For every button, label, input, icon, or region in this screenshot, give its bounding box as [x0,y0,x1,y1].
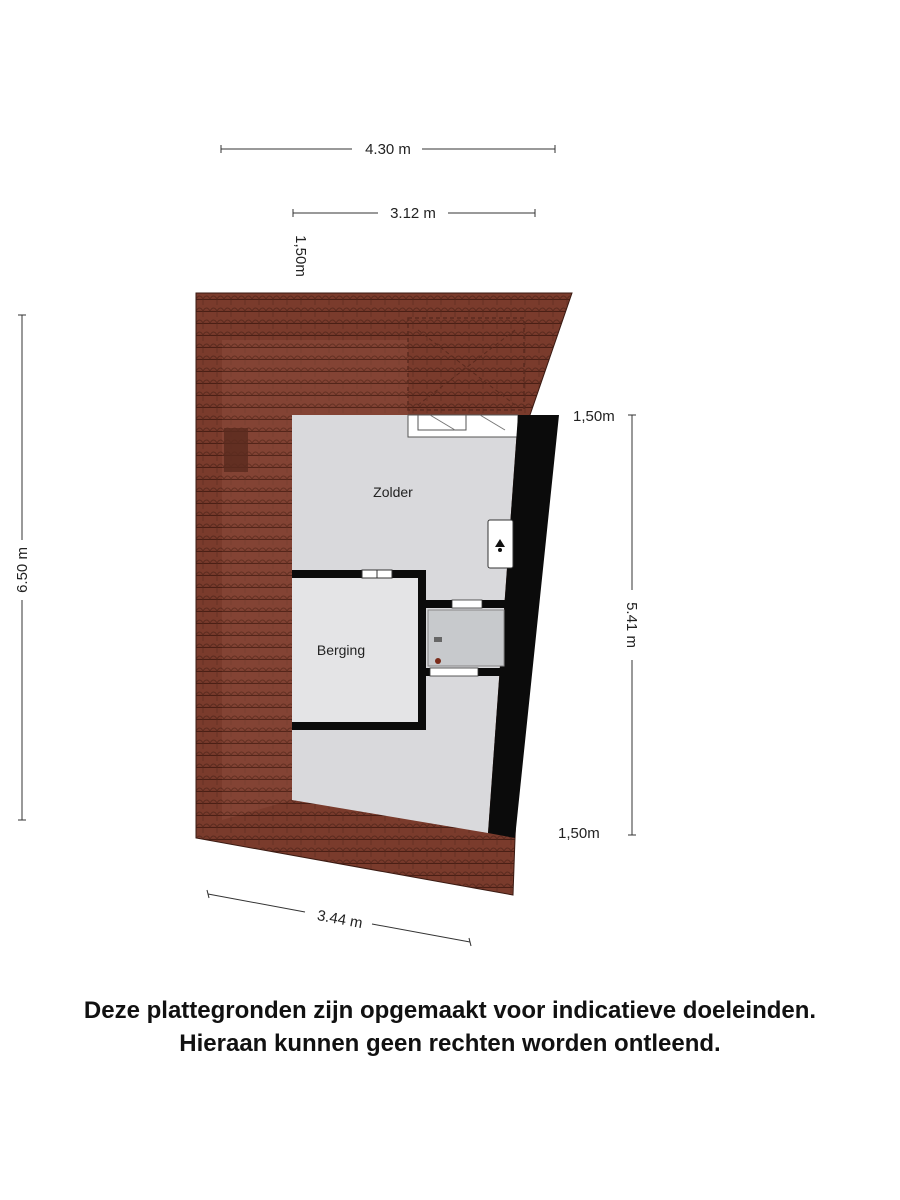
dim-top-outer-label: 4.30 m [365,141,411,158]
room-label-storage: Berging [316,642,366,658]
appliance-icon [488,520,513,568]
dim-right-top-label: 1,50m [573,408,615,425]
doors [362,570,392,578]
disclaimer-line-1: Deze plattegronden zijn opgemaakt voor indicatieve doeleinden. [83,997,817,1024]
chimney [224,428,248,472]
dim-right-bottom-label: 1,50m [558,825,600,842]
dim-bottom-width-label: 3.44 m [315,907,364,933]
dim-left-height-label: 6.50 m [14,547,31,593]
room-label-attic: Zolder [373,484,413,500]
staircase [408,415,518,437]
shower-unit [426,600,510,676]
dim-top-small-label: 1,50m [292,235,309,277]
dim-top-inner-label: 3.12 m [390,205,436,222]
dim-right-height-label: 5.41 m [623,602,640,648]
disclaimer-line-2: Hieraan kunnen geen rechten worden ontleend. [179,1030,721,1057]
